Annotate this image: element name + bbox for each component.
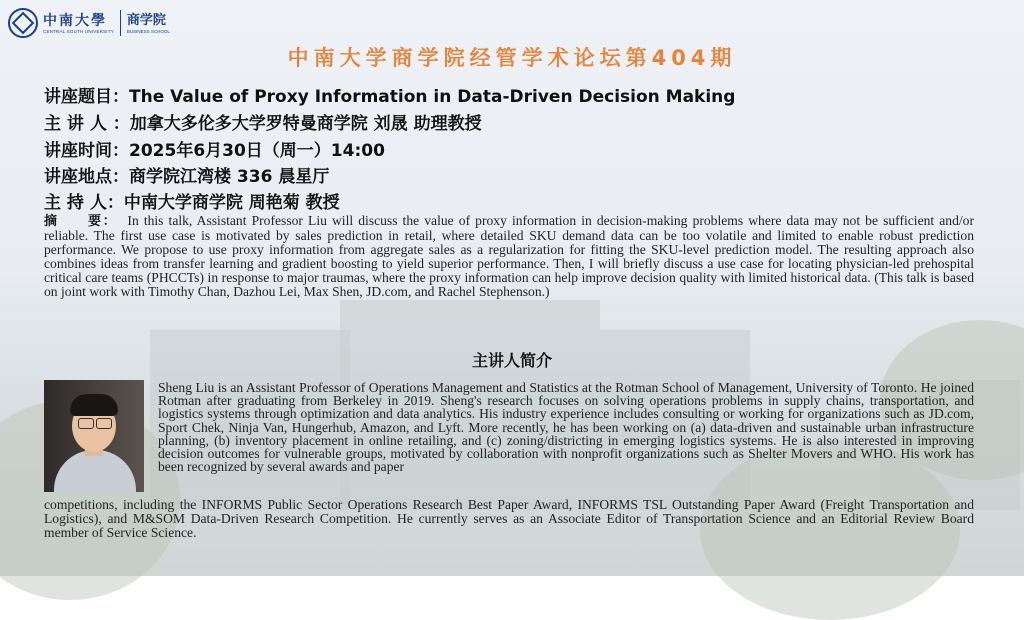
- speaker-bio-text-2: competitions, including the INFORMS Public Sector Operations Research Best Paper Award, INFORMS TSL Outstanding Paper Award (Freight Transportation and Logistics), and M&SOM Data-Driven Research Competition. He currently serves as an Associate Editor of Transportation Science and an Editorial Review Board member of Service Science.: [44, 497, 974, 541]
- university-emblem-icon: [8, 8, 38, 38]
- speaker-bio-text-1: Sheng Liu is an Assistant Professor of Operations Management and Statistics at the Rotman School of Management, University of Toronto. He joined Rotman after graduating from Berkeley in 2019. Sheng's research focuses on solving operations problems in supply chains, transportation, and logistics systems through optimization and data analytics. His industry experience includes consulting or working for organizations such as JD.com, Sport Chek, Ninja Van, Hungerhub, Amazon, and Lyft. More recently, he has been working on (a) data-driven and sustainable urban infrastructure planning, (b) inventory placement in online retailing, and (c) zoning/districting in emerging logistics systems. He is also interested in improving decision outcomes for vulnerable groups, motivated by collaboration with nonprofit organizations such as Shelter Movers and WHO. His work has been recognized by several awards and paper: [158, 380, 974, 475]
- school-name-cn: 商学院: [126, 12, 166, 28]
- university-name-en: CENTRAL SOUTH UNIVERSITY: [43, 28, 114, 34]
- speaker-photo: [44, 380, 144, 492]
- lecture-speaker: 主 讲 人 ：加拿大多伦多大学罗特曼商学院 刘晟 助理教授: [44, 114, 482, 134]
- lecture-time: 讲座时间：2025年6月30日（周一）14:00: [44, 141, 385, 161]
- abstract-label: 摘 要：: [44, 214, 118, 229]
- school-name-en: BUSINESS SCHOOL: [126, 28, 170, 34]
- university-logo: [8, 8, 170, 38]
- abstract: [44, 214, 974, 300]
- lecture-topic: 讲座题目：The Value of Proxy Information in Data-Driven Decision Making: [44, 87, 736, 107]
- abstract-text: In this talk, Assistant Professor Liu will discuss the value of proxy information in decision-making problems where data may not be sufficient and/or reliable. The first use case is motivated by sales prediction in retail, where detailed SKU demand data can be too volatile and limited to enable robust prediction performance. We propose to use proxy information from aggregate sales as a regularization for fitting the SKU-level prediction model. The resulting approach also combines ideas from transfer learning and gradient boosting to yield superior performance. Then, I will briefly discuss a use case for locating physician-led prehospital critical care teams (PHCCTs) in response to major traumas, where the proxy information can help improve decision quality with limited historical data. (This talk is based on joint work with Timothy Chan, Dazhou Lei, Max Shen, JD.com, and Rachel Stephenson.): [44, 213, 974, 300]
- lecture-host: 主 持 人：中南大学商学院 周艳菊 教授: [44, 193, 340, 213]
- lecture-venue: 讲座地点：商学院江湾楼 336 晨星厅: [44, 167, 330, 187]
- university-name-cn: 中南大學: [43, 12, 107, 29]
- logo-divider: [120, 10, 121, 36]
- speaker-bio-heading: 主讲人简介: [471, 351, 552, 370]
- forum-title: 中南大学商学院经管学术论坛第404期: [287, 46, 737, 70]
